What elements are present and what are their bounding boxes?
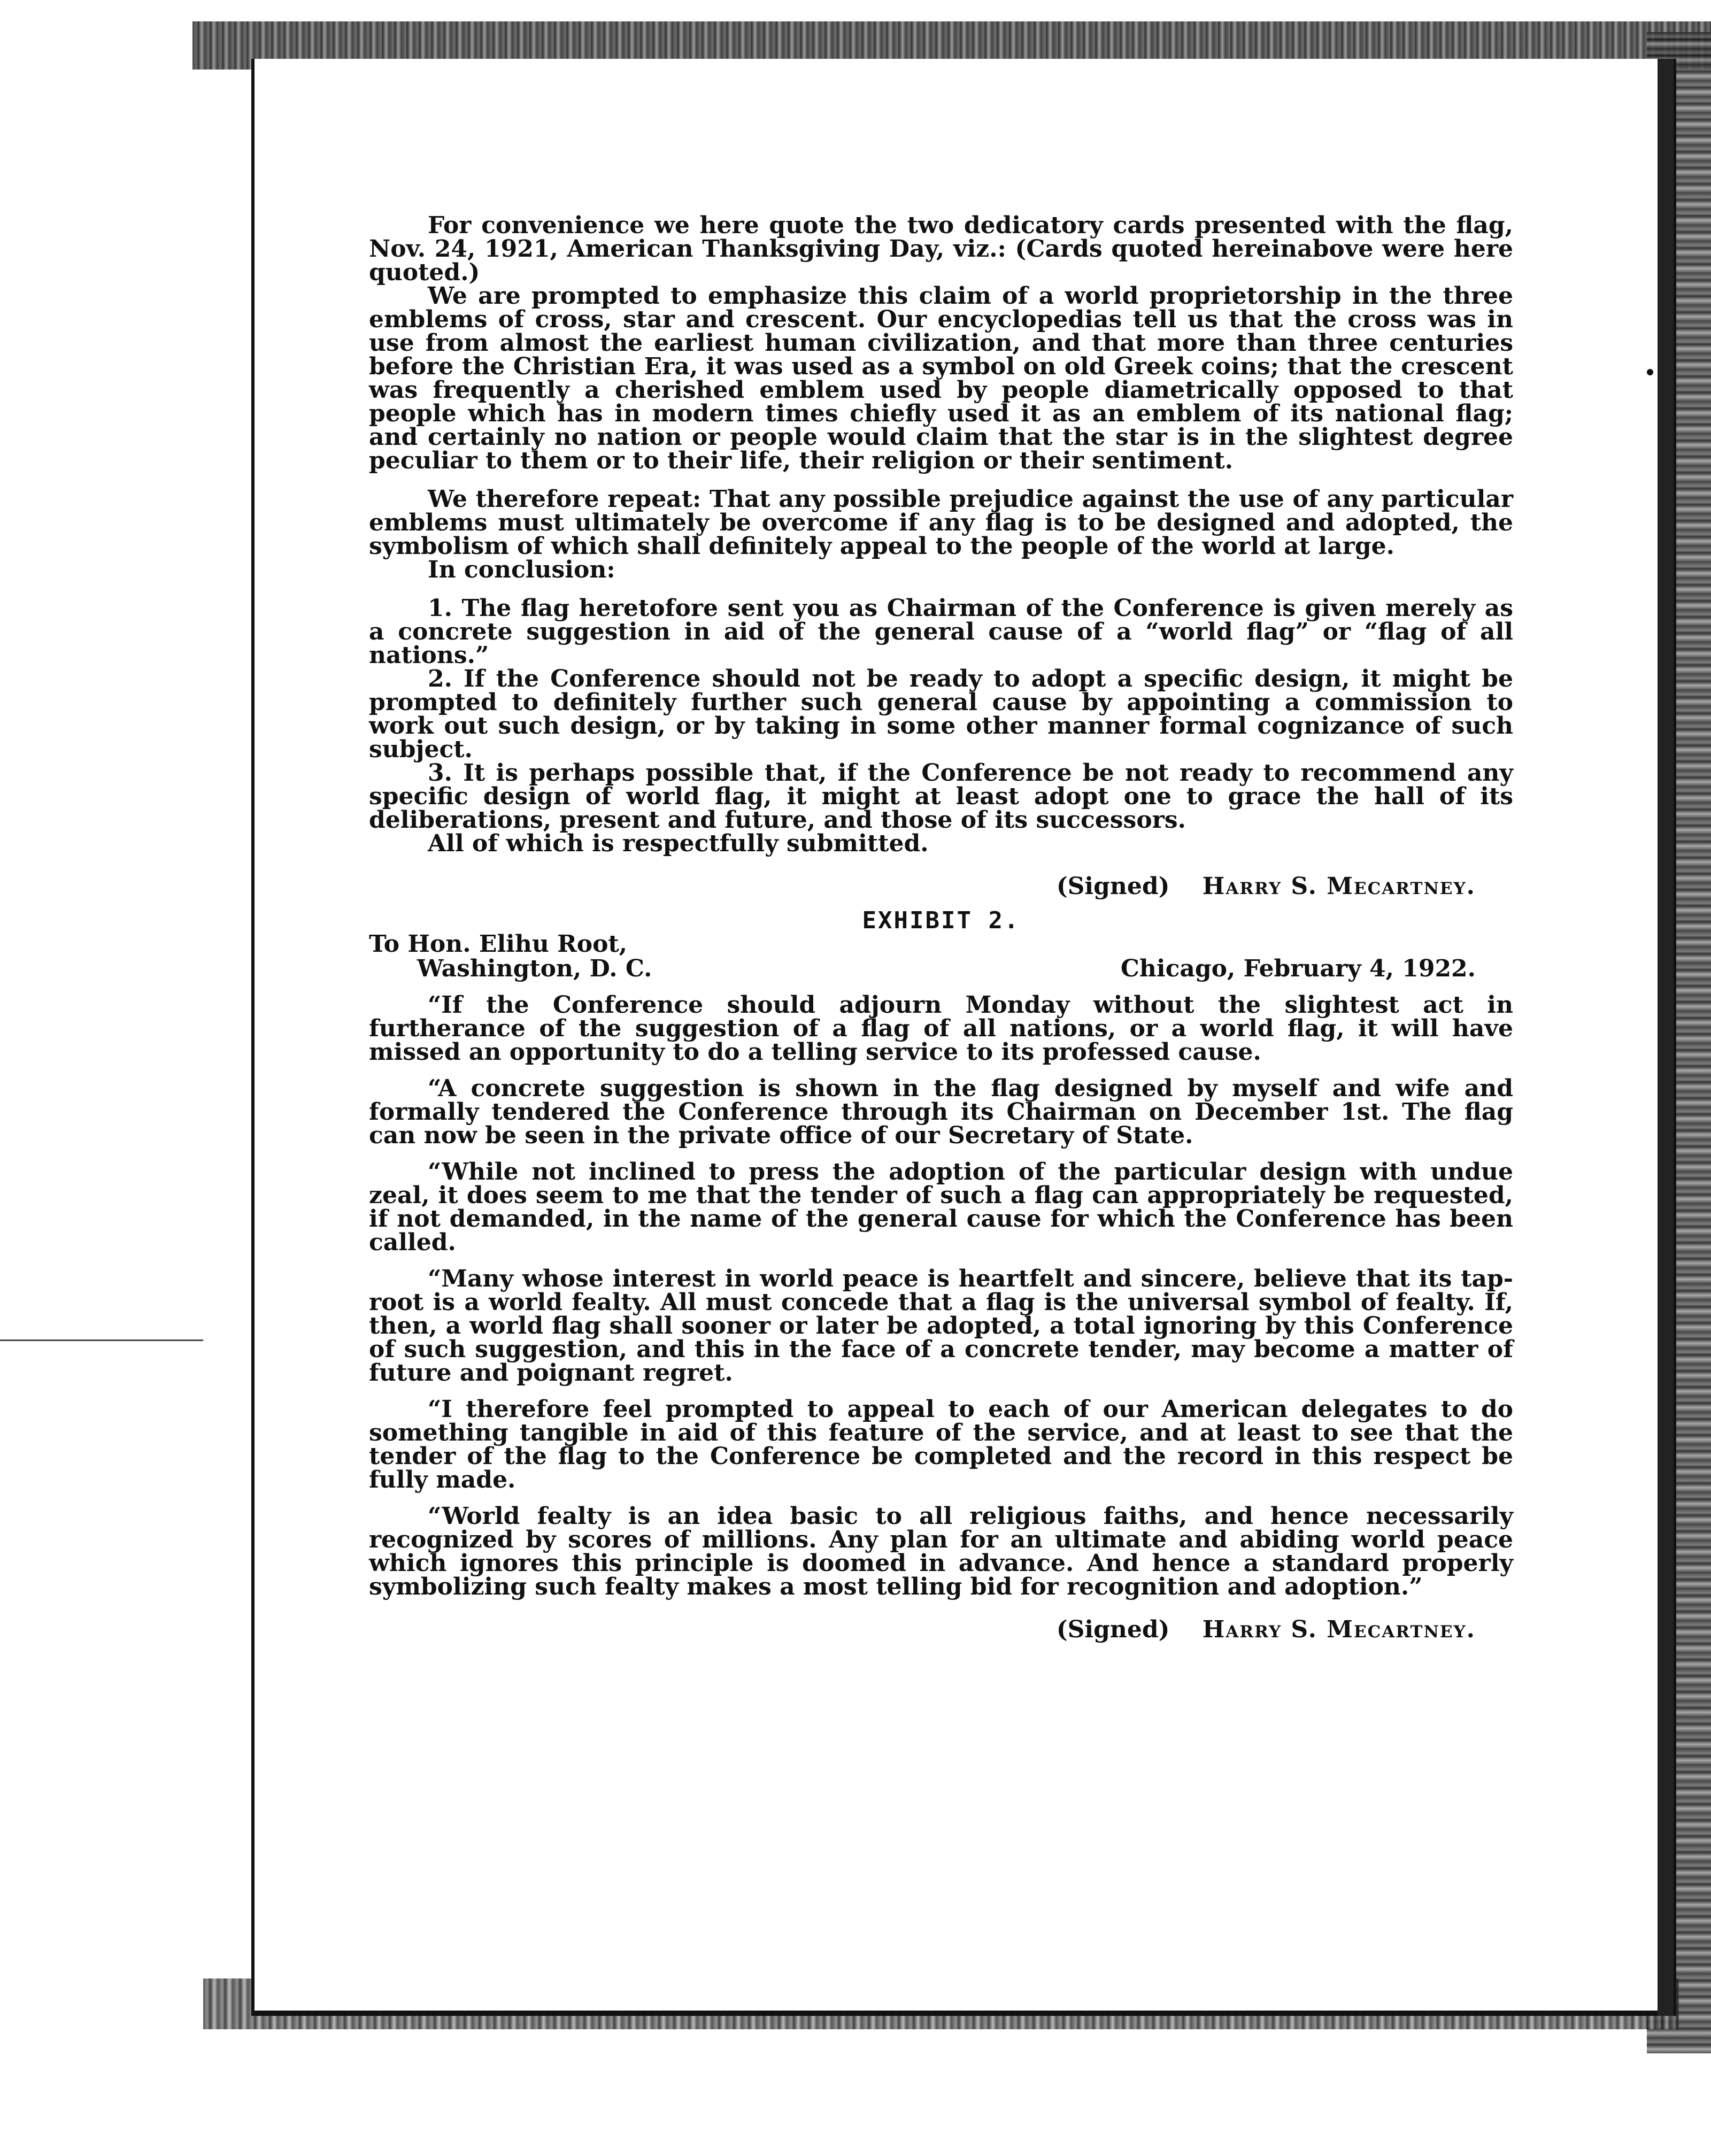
scan-speck bbox=[1647, 369, 1653, 375]
signature-block-2 bbox=[369, 1618, 1476, 1642]
address-line-2: Washington, D. C. bbox=[417, 955, 652, 982]
conclusion-item-2: 2. If the Conference should not be ready to adopt a specific design, it might be prompted to definitely further such general cause by appointing a commission to work out such design, or by taking in some other manner formal cognizance of such subject. bbox=[369, 665, 1513, 763]
paragraph-cards: For convenience we here quote the two dedicatory cards presented with the flag, Nov. 24, 1921, American Thanksgiving Day, viz.: (Cards quoted hereinabove were here quoted.) bbox=[369, 212, 1513, 286]
letter-paragraph-5: “I therefore feel prompted to appeal to each of our American delegates to do something tangible in aid of this feature of the service, and at least to see that the tender of the flag to the Conference be completed and the record in this respect be fully made. bbox=[369, 1396, 1513, 1493]
signed-label-2: (Signed) bbox=[1056, 1616, 1170, 1643]
conclusion-item-1: 1. The flag heretofore sent you as Chairman of the Conference is given merely as a concrete suggestion in aid of the general cause of a “world flag” or “flag of all nations.” bbox=[369, 595, 1513, 669]
paragraph-emblems: We are prompted to emphasize this claim of a world proprietorship in the three emblems of cross, star and crescent. Our encyclopedias tell us that the cross was in use from almost the earliest human civilization, and that more than three centuries before the Christian Era, it was used as a symbol on old Greek coins; that the crescent was frequently a cherished emblem used by people diametrically opposed to that people which has in modern times chiefly used it as an emblem of its national flag; and certainly no nation or people would claim that the star is in the slightest degree peculiar to them or to their life, their religion or their sentiment. bbox=[369, 282, 1513, 474]
address-recipient bbox=[369, 930, 652, 982]
address-block bbox=[369, 930, 1513, 982]
letter-paragraph-6: “World fealty is an idea basic to all religious faiths, and hence necessarily recognized by scores of millions. Any plan for an ultimate and abiding world peace which ignores this principle is doomed in advance. And hence a standard properly symbolizing such fealty makes a most telling bid for recognition and adoption.” bbox=[369, 1503, 1513, 1600]
paragraph-repeat: We therefore repeat: That any possible prejudice against the use of any particular emblems must ultimately be overcome if any flag is to be designed and adopted, the symbolism of which shall definitely appeal to the people of the world at large. bbox=[369, 486, 1513, 560]
letter-paragraph-1: “If the Conference should adjourn Monday without the slightest act in furtherance of the suggestion of a flag of all nations, or a world flag, it will have missed an opportunity to do a telling service to its professed cause. bbox=[369, 991, 1513, 1066]
letter-paragraph-4: “Many whose interest in world peace is heartfelt and sincere, believe that its tap-root is a world fealty. All must concede that a flag is the universal symbol of fealty. If, then, a world flag shall sooner or later be adopted, a total ignoring by this Conference of such suggestion, and this in the face of a concrete tender, may become a matter of future and poignant regret. bbox=[369, 1265, 1513, 1387]
signed-label: (Signed) bbox=[1056, 873, 1170, 900]
date-line: Chicago, February 4, 1922. bbox=[1120, 955, 1476, 982]
conclusion-item-3: 3. It is perhaps possible that, if the Conference be not ready to recommend any specific design of world flag, it might at least adopt one to grace the hall of its deliberations, present and future, and those of its successors. bbox=[369, 759, 1513, 834]
signature-name: Harry S. Mecartney. bbox=[1202, 873, 1476, 900]
document-text bbox=[369, 214, 1513, 1642]
letter-paragraph-3: “While not inclined to press the adoption of the particular design with undue zeal, it does seem to me that the tender of such a flag can appropriately be requested, if not demanded, in the name of the general cause for which the Conference has been called. bbox=[369, 1158, 1513, 1256]
letter-paragraph-2: “A concrete suggestion is shown in the flag designed by myself and wife and formally tendered the Conference through its Chairman on December 1st. The flag can now be seen in the private office of our Secretary of State. bbox=[369, 1075, 1513, 1149]
page-shadow bbox=[1658, 59, 1674, 2016]
submitted-line: All of which is respectfully submitted. bbox=[428, 830, 929, 857]
signature-block-1 bbox=[369, 875, 1476, 898]
exhibit-title: EXHIBIT 2. bbox=[862, 907, 1020, 934]
paragraph-conclusion-heading: In conclusion: bbox=[428, 556, 615, 583]
address-line-1: To Hon. Elihu Root, bbox=[369, 930, 628, 958]
scan-artifact-line bbox=[0, 1339, 203, 1341]
signature-name-2: Harry S. Mecartney. bbox=[1202, 1616, 1476, 1643]
